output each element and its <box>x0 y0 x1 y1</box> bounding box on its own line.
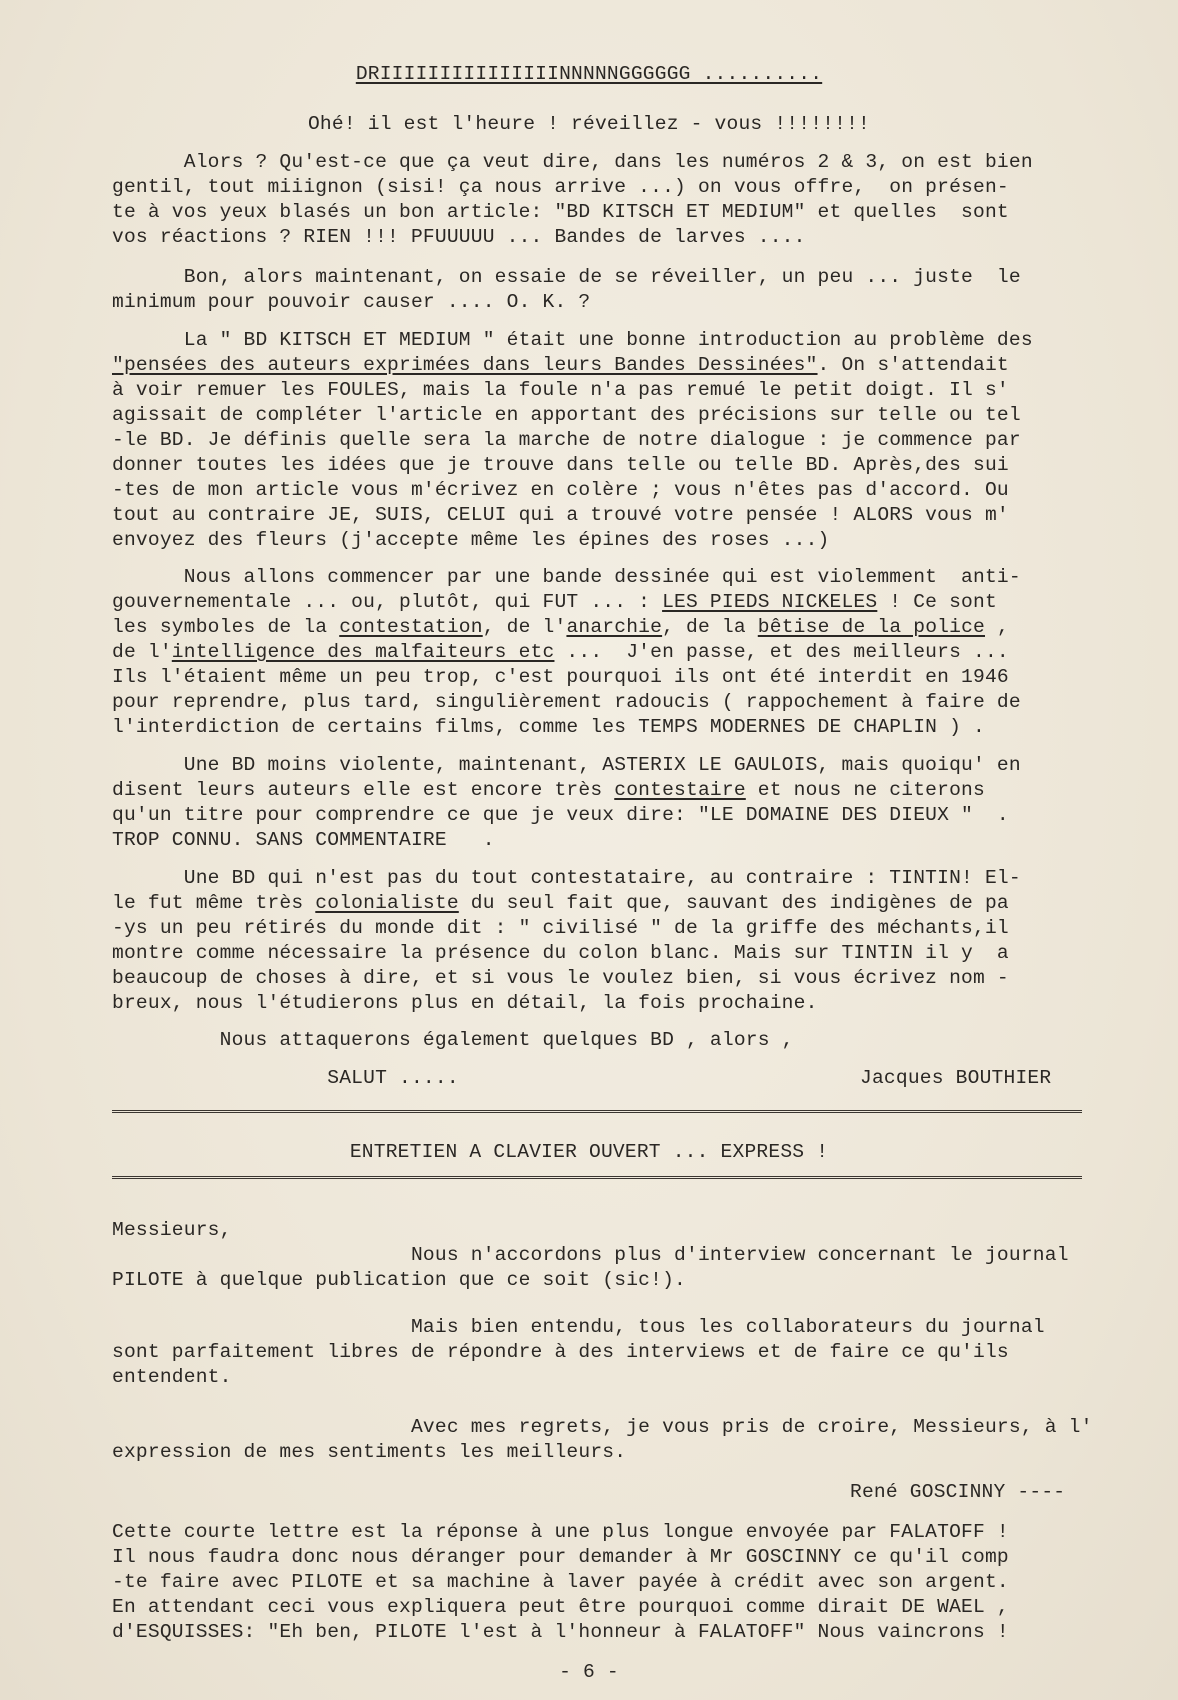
text-line: sont parfaitement libres de répondre à des interviews et de faire ce qu'ils <box>112 1341 1009 1363</box>
wake-line: Ohé! il est l'heure ! réveillez - vous !!!!!!!! <box>307 113 871 135</box>
article-title: ENTRETIEN A CLAVIER OUVERT ... EXPRESS ! <box>349 1141 829 1163</box>
text-line: Nous attaquerons également quelques BD , alors , <box>112 1029 794 1051</box>
text-line: Mais bien entendu, tous les collaborateurs du journal <box>112 1316 1045 1338</box>
text-line: Cette courte lettre est la réponse à une plus longue envoyée par FALATOFF ! <box>112 1521 1009 1543</box>
text-line: La " BD KITSCH ET MEDIUM " était une bonne introduction au problème des <box>112 329 1033 351</box>
text-line: pour reprendre, plus tard, singulièrement radoucis ( rappochement à faire de <box>112 691 1021 713</box>
divider <box>112 1176 1082 1179</box>
text-line: -te faire avec PILOTE et sa machine à laver payée à crédit avec son argent. <box>112 1571 1009 1593</box>
text-line: Une BD qui n'est pas du tout contestataire, au contraire : TINTIN! El- <box>112 867 1021 889</box>
text-line: Avec mes regrets, je vous pris de croire, Messieurs, à l' <box>112 1416 1093 1438</box>
text-line: Ils l'étaient même un peu trop, c'est pourquoi ils ont été interdit en 1946 <box>112 666 1009 688</box>
signature-goscinny: René GOSCINNY ---- <box>850 1481 1066 1503</box>
text-line: -tes de mon article vous m'écrivez en colère ; vous n'êtes pas d'accord. Ou <box>112 479 1009 501</box>
article-title: DRIIIIIIIIIIIIIIINNNNNGGGGGG .......... <box>355 63 823 85</box>
text-line: à voir remuer les FOULES, mais la foule n'a pas remué le petit doigt. Il s' <box>112 379 1009 401</box>
text-line: l'interdiction de certains films, comme les TEMPS MODERNES DE CHAPLIN ) . <box>112 716 985 738</box>
signature-bouthier: Jacques BOUTHIER <box>860 1067 1052 1089</box>
text-line: PILOTE à quelque publication que ce soit (sic!). <box>112 1269 686 1291</box>
text-line: donner toutes les idées que je trouve dans telle ou telle BD. Après,des sui <box>112 454 1009 476</box>
salut-line: SALUT ..... <box>112 1067 459 1089</box>
text-line: d'ESQUISSES: "Eh ben, PILOTE l'est à l'honneur à FALATOFF" Nous vaincrons ! <box>112 1621 1009 1643</box>
text-line: -le BD. Je définis quelle sera la marche de notre dialogue : je commence par <box>112 429 1021 451</box>
text-line: -ys un peu rétirés du monde dit : " civilisé " de la griffe des méchants,il <box>112 917 1009 939</box>
salutation: Messieurs, <box>112 1219 232 1241</box>
text-line: gouvernementale ... ou, plutôt, qui FUT ... : LES PIEDS NICKELES ! Ce sont <box>112 591 997 613</box>
text-line: vos réactions ? RIEN !!! PFUUUUU ... Bandes de larves .... <box>112 226 806 248</box>
text-line: minimum pour pouvoir causer .... O. K. ? <box>112 291 591 313</box>
text-line: Alors ? Qu'est-ce que ça veut dire, dans les numéros 2 & 3, on est bien <box>112 151 1033 173</box>
divider <box>112 1110 1082 1113</box>
text-line: te à vos yeux blasés un bon article: "BD KITSCH ET MEDIUM" et quelles sont <box>112 201 1009 223</box>
text-line: envoyez des fleurs (j'accepte même les épines des roses ...) <box>112 529 830 551</box>
text-line: les symboles de la contestation, de l'anarchie, de la bêtise de la police , <box>112 616 1009 638</box>
text-line: beaucoup de choses à dire, et si vous le voulez bien, si vous écrivez nom - <box>112 967 1009 989</box>
text-line: Il nous faudra donc nous déranger pour demander à Mr GOSCINNY ce qu'il comp <box>112 1546 1009 1568</box>
text-line: Nous n'accordons plus d'interview concernant le journal <box>112 1244 1069 1266</box>
text-line: gentil, tout miiignon (sisi! ça nous arrive ...) on vous offre, on présen- <box>112 176 1009 198</box>
text-line: entendent. <box>112 1366 232 1388</box>
text-line: qu'un titre pour comprendre ce que je veux dire: "LE DOMAINE DES DIEUX " . <box>112 804 1009 826</box>
text-line: tout au contraire JE, SUIS, CELUI qui a trouvé votre pensée ! ALORS vous m' <box>112 504 1009 526</box>
text-line: Une BD moins violente, maintenant, ASTERIX LE GAULOIS, mais quoiqu' en <box>112 754 1021 776</box>
text-line: disent leurs auteurs elle est encore très contestaire et nous ne citerons <box>112 779 985 801</box>
text-line: breux, nous l'étudierons plus en détail, la fois prochaine. <box>112 992 818 1014</box>
text-line: "pensées des auteurs exprimées dans leurs Bandes Dessinées". On s'attendait <box>112 354 1009 376</box>
text-line: montre comme nécessaire la présence du colon blanc. Mais sur TINTIN il y a <box>112 942 1009 964</box>
text-line: En attendant ceci vous expliquera peut être pourquoi comme dirait DE WAEL , <box>112 1596 1009 1618</box>
text-line: Bon, alors maintenant, on essaie de se réveiller, un peu ... juste le <box>112 266 1021 288</box>
text-line: Nous allons commencer par une bande dessinée qui est violemment anti- <box>112 566 1021 588</box>
text-line: expression de mes sentiments les meilleurs. <box>112 1441 627 1463</box>
text-line: TROP CONNU. SANS COMMENTAIRE . <box>112 829 495 851</box>
text-line: le fut même très colonialiste du seul fait que, sauvant des indigènes de pa <box>112 892 1009 914</box>
text-line: agissait de compléter l'article en apportant des précisions sur telle ou tel <box>112 404 1021 426</box>
page-number: - 6 - <box>559 1661 619 1683</box>
text-line: de l'intelligence des malfaiteurs etc ... J'en passe, et des meilleurs ... <box>112 641 1009 663</box>
